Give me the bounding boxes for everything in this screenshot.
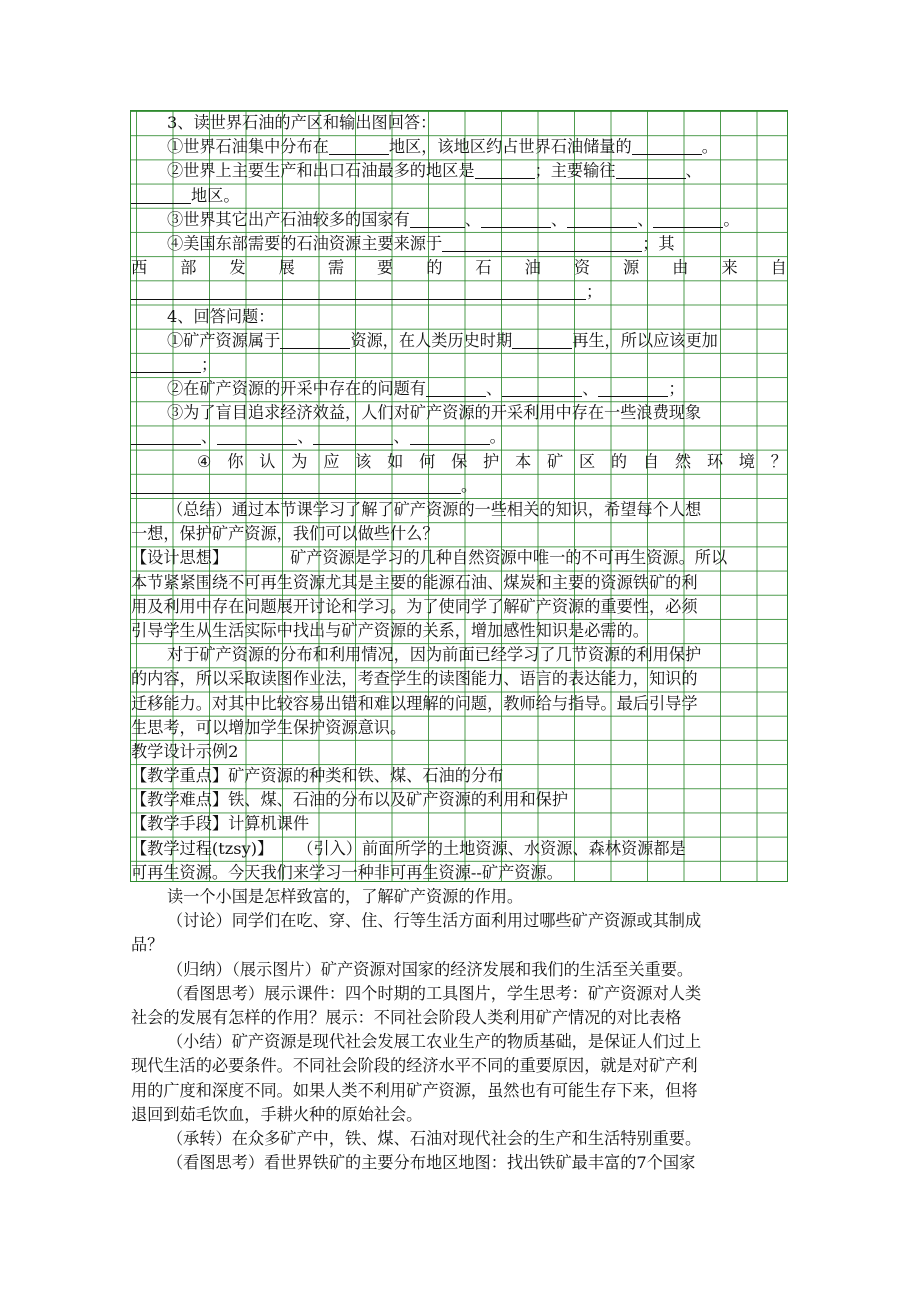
answer-blank[interactable] [442, 233, 542, 252]
text: 引导学生从生活实际中找出与矿产资源的关系，增加感性知识是必需的。 [131, 620, 649, 640]
discussion-line-2 [131, 933, 787, 957]
text: 、 [201, 427, 218, 447]
char: 保 [451, 451, 468, 471]
char: 由 [672, 258, 689, 278]
q3-item-1 [131, 135, 787, 159]
q3-item-2-cont [131, 184, 787, 208]
text: 用的广度和深度不同。如果人类不利用矿产资源，虽然也有可能生存下来，但将 [131, 1080, 698, 1100]
conclusion-line-4 [131, 1103, 787, 1127]
char: 护 [483, 451, 500, 471]
text: 教学设计示例2 [131, 741, 239, 761]
char: 需 [327, 258, 344, 278]
map-think-line [131, 1151, 787, 1175]
text: 地区，该地区约占世界石油储量的 [388, 137, 632, 157]
text: 、 [551, 209, 568, 229]
section-tag: 【教学过程(tzsy)】 [131, 838, 274, 858]
text: 、 [393, 427, 410, 447]
q4-item-4-blank-line [131, 474, 787, 498]
picture-think-line-2 [131, 1006, 787, 1030]
answer-blank[interactable] [632, 136, 702, 155]
text: 迁移能力。对其中比较容易出错和难以理解的问题，教师给与指导。最后引导学 [131, 693, 698, 713]
question-4-heading [131, 305, 787, 329]
answer-blank[interactable] [426, 378, 486, 397]
answer-blank[interactable] [653, 209, 723, 228]
char: ？ [770, 451, 787, 471]
char: 你 [227, 451, 244, 471]
answer-blank[interactable] [131, 475, 461, 494]
design-thought-line-4 [131, 619, 787, 643]
answer-blank[interactable] [542, 233, 642, 252]
char: 应 [323, 451, 340, 471]
analysis-line-4 [131, 716, 787, 740]
text: 本节紧紧围绕不可再生资源尤其是主要的能源石油、煤炭和主要的资源铁矿的利 [131, 572, 698, 592]
text: 资源，在人类历史时期 [350, 330, 513, 350]
summary-paragraph-2 [131, 522, 787, 546]
difficult-points [131, 788, 787, 812]
text: ；其 [642, 233, 675, 253]
char: 的 [426, 258, 443, 278]
key-points [131, 764, 787, 788]
text: 【教学手段】计算机课件 [131, 814, 310, 834]
answer-blank[interactable] [131, 426, 201, 445]
teaching-process-line-3 [131, 885, 787, 909]
discussion-line-1 [131, 909, 787, 933]
text: 现代生活的必要条件。不同社会阶段的经济水平不同的重要原因，就是对矿产利 [131, 1056, 698, 1076]
design-thought-line-2 [131, 571, 787, 595]
text: ①世界石油集中分布在 [167, 137, 329, 157]
q3-item-4 [131, 232, 787, 256]
text: 。 [489, 427, 506, 447]
char: 矿 [546, 451, 564, 471]
text: 可再生资源。今天我们来学习一种非可再生资源--矿产资源。 [131, 862, 563, 882]
question-3-heading [131, 111, 787, 135]
char: 本 [515, 451, 532, 471]
answer-blank[interactable] [512, 330, 572, 349]
text: ；主要输往 [534, 161, 616, 181]
design-thought-line-1 [131, 546, 787, 570]
text: 用及利用中存在问题展开讨论和学习。为了使同学了解矿产资源的重要性，必须 [131, 596, 698, 616]
text: ； [668, 379, 685, 399]
text: ④美国东部需要的石油资源主要来源于 [167, 233, 443, 253]
answer-blank[interactable] [217, 426, 297, 445]
text: ； [586, 282, 603, 302]
design-thought-line-3 [131, 595, 787, 619]
q4-item-3 [131, 401, 787, 425]
text: 。 [461, 475, 478, 495]
text: 【教学难点】铁、煤、石油的分布以及矿产资源的利用和保护 [131, 790, 569, 810]
summary-paragraph-1 [131, 498, 787, 522]
text: （承转）在众多矿产中，铁、煤、石油对现代社会的生产和生活特别重要。 [167, 1128, 702, 1148]
char: 来 [721, 258, 738, 278]
text: （讨论）同学们在吃、穿、住、行等生活方面利用过哪些矿产资源或其制成 [167, 911, 702, 931]
example-2-heading [131, 740, 787, 764]
document-page [130, 110, 788, 1173]
text: 、 [486, 379, 503, 399]
q3-item-4-cont [131, 256, 787, 280]
text: 、 [297, 427, 314, 447]
answer-blank[interactable] [410, 209, 465, 228]
text: 、 [582, 379, 599, 399]
char: 要 [377, 258, 394, 278]
q3-item-3 [131, 208, 787, 232]
text: 。 [723, 209, 740, 229]
char: 环 [706, 451, 724, 471]
text: 。 [701, 137, 718, 157]
char: 何 [419, 451, 436, 471]
conclusion-line-1 [131, 1030, 787, 1054]
char: 西 [131, 258, 148, 278]
q4-item-2 [131, 377, 787, 401]
q4-item-3-cont [131, 425, 787, 449]
answer-blank[interactable] [616, 160, 686, 179]
text: 【教学重点】矿产资源的种类和铁、煤、石油的分布 [131, 766, 504, 786]
analysis-line-1 [131, 643, 787, 667]
char: 自 [642, 451, 660, 471]
picture-think-line-1 [131, 982, 787, 1006]
answer-blank[interactable] [502, 378, 582, 397]
teaching-process-line-2 [131, 861, 787, 885]
transition-line [131, 1127, 787, 1151]
char: 如 [387, 451, 404, 471]
text: 3、读世界石油的产区和输出图回答： [167, 113, 437, 132]
char: 境 [738, 451, 755, 471]
char: ④ [197, 451, 212, 471]
answer-blank[interactable] [329, 136, 389, 155]
text: 再生，所以应该更加 [572, 330, 718, 350]
char: 然 [674, 451, 692, 471]
text: 对于矿产资源的分布和利用情况，因为前面已经学习了几节资源的利用保护 [167, 645, 702, 665]
char: 的 [610, 451, 628, 471]
char: 展 [278, 258, 295, 278]
teaching-means [131, 812, 787, 836]
char: 该 [355, 451, 372, 471]
text: 矿产资源是学习的几种自然资源中唯一的不可再生资源。所以 [290, 548, 728, 568]
text: （看图思考）看世界铁矿的主要分布地区地图：找出铁矿最丰富的7个国家 [167, 1153, 696, 1173]
answer-blank[interactable] [475, 160, 535, 179]
conclusion-line-2 [131, 1054, 787, 1078]
conclusion-line-3 [131, 1079, 787, 1103]
text: ； [201, 354, 218, 374]
char: 部 [180, 258, 197, 278]
text: ③为了盲目追求经济效益，人们对矿产资源的开采利用中存在一些浪费现象 [167, 403, 702, 423]
text: ②世界上主要生产和出口石油最多的地区是 [167, 161, 475, 181]
section-tag: 【设计思想】 [131, 548, 229, 568]
text: 地区。 [191, 185, 240, 205]
char: 石 [475, 258, 492, 278]
char: 发 [229, 258, 246, 278]
text: 一想，保护矿产资源，我们可以做些什么？ [131, 524, 439, 544]
text: 社会的发展有怎样的作用？展示：不同社会阶段人类利用矿产情况的对比表格 [131, 1007, 682, 1027]
text: （小结）矿产资源是现代社会发展工农业生产的物质基础，是保证人们过上 [167, 1032, 702, 1052]
q3-item-4-blank-line [131, 280, 787, 304]
answer-blank[interactable] [131, 185, 191, 204]
answer-blank[interactable] [131, 354, 201, 373]
analysis-line-2 [131, 667, 787, 691]
text: （总结）通过本节课学习了解了矿产资源的一些相关的知识，希望每个人想 [167, 500, 702, 519]
text: 、 [464, 209, 481, 229]
answer-blank[interactable] [410, 426, 490, 445]
q4-item-1 [131, 329, 787, 353]
text: ①矿产资源属于 [167, 330, 281, 350]
text: 退回到茹毛饮血，手耕火种的原始社会。 [131, 1104, 423, 1124]
char: 认 [259, 451, 276, 471]
text: 的内容，所以采取读图作业法，考查学生的读图能力、语言的表达能力，知识的 [131, 669, 698, 689]
char: 区 [578, 451, 596, 471]
text: ③世界其它出产石油较多的国家有 [167, 209, 410, 229]
text: 4、回答问题： [167, 306, 275, 326]
text: 、 [685, 161, 702, 181]
answer-blank[interactable] [567, 209, 637, 228]
char: 源 [623, 258, 640, 278]
answer-blank[interactable] [481, 209, 551, 228]
char: 自 [770, 258, 787, 278]
answer-blank[interactable] [131, 281, 586, 300]
char: 为 [291, 451, 308, 471]
text: 、 [637, 209, 654, 229]
text: 生思考，可以增加学生保护资源意识。 [131, 717, 407, 737]
q4-item-1-cont [131, 353, 787, 377]
text: （看图思考）展示课件：四个时期的工具图片，学生思考：矿产资源对人类 [167, 983, 702, 1003]
answer-blank[interactable] [598, 378, 668, 397]
text: 读一个小国是怎样致富的，了解矿产资源的作用。 [167, 887, 524, 906]
answer-blank[interactable] [280, 330, 350, 349]
document-body [131, 111, 787, 1175]
q4-item-4 [131, 450, 787, 474]
q3-item-2 [131, 159, 787, 183]
char: 资 [573, 258, 591, 278]
char: 油 [524, 258, 541, 278]
answer-blank[interactable] [313, 426, 393, 445]
text: 品？ [131, 935, 164, 955]
text: （引入）前面所学的土地资源、水资源、森林资源都是 [297, 838, 686, 858]
text: ②在矿产资源的开采中存在的问题有 [167, 379, 426, 399]
teaching-process-line-1 [131, 837, 787, 861]
text: （归纳）（展示图片）矿产资源对国家的经济发展和我们的生活至关重要。 [167, 959, 694, 979]
induction-line [131, 958, 787, 982]
analysis-line-3 [131, 692, 787, 716]
